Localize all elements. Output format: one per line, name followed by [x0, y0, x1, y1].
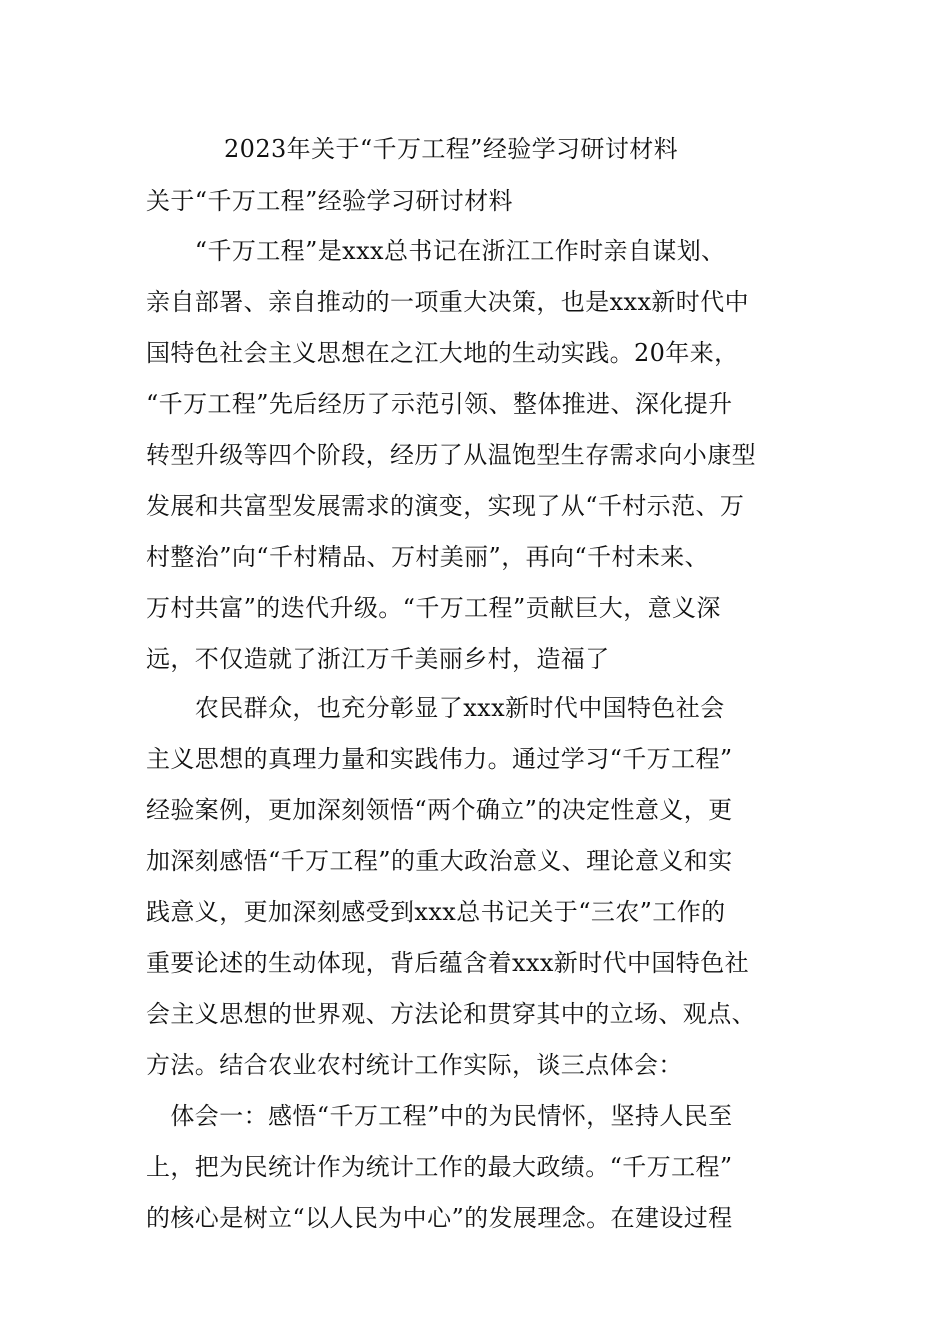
body-line: 国特色社会主义思想在之江大地的生动实践。20年来，: [146, 339, 739, 367]
body-line: 发展和共富型发展需求的演变，实现了从“千村示范、万: [146, 492, 745, 520]
body-line: 体会一：感悟“千万工程”中的为民情怀，坚持人民至: [146, 1102, 733, 1130]
body-line: 上，把为民统计作为统计工作的最大政绩。“千万工程”: [146, 1153, 733, 1181]
body-line: 会主义思想的世界观、方法论和贯穿其中的立场、观点、: [146, 1000, 756, 1028]
body-line: 万村共富”的迭代升级。“千万工程”贡献巨大，意义深: [146, 594, 721, 622]
body-line: 加深刻感悟“千万工程”的重大政治意义、理论意义和实: [146, 847, 733, 875]
body-line: 重要论述的生动体现，背后蕴含着xxx新时代中国特色社: [146, 949, 750, 977]
body-line: “千万工程”是xxx总书记在浙江工作时亲自谋划、: [146, 237, 726, 265]
body-line: 转型升级等四个阶段，经历了从温饱型生存需求向小康型: [146, 441, 756, 469]
body-line: 经验案例，更加深刻领悟“两个确立”的决定性意义，更: [146, 796, 733, 824]
body-line: 亲自部署、亲自推动的一项重大决策，也是xxx新时代中: [146, 288, 750, 316]
body-line: 的核心是树立“以人民为中心”的发展理念。在建设过程: [146, 1204, 733, 1232]
document-subtitle: 关于“千万工程”经验学习研讨材料: [146, 187, 513, 215]
body-line: 远，不仅造就了浙江万千美丽乡村，造福了: [146, 645, 610, 673]
body-line: 方法。结合农业农村统计工作实际，谈三点体会：: [146, 1051, 683, 1079]
body-line: 村整治”向“千村精品、万村美丽”，再向“千村未来、: [146, 543, 710, 571]
body-line: 农民群众，也充分彰显了xxx新时代中国特色社会: [146, 694, 725, 722]
body-line: 践意义，更加深刻感受到xxx总书记关于“三农”工作的: [146, 898, 726, 926]
document-title: 2023年关于“千万工程”经验学习研讨材料: [224, 135, 679, 163]
body-line: 主义思想的真理力量和实践伟力。通过学习“千万工程”: [146, 745, 733, 773]
body-line: “千万工程”先后经历了示范引领、整体推进、深化提升: [146, 390, 733, 418]
